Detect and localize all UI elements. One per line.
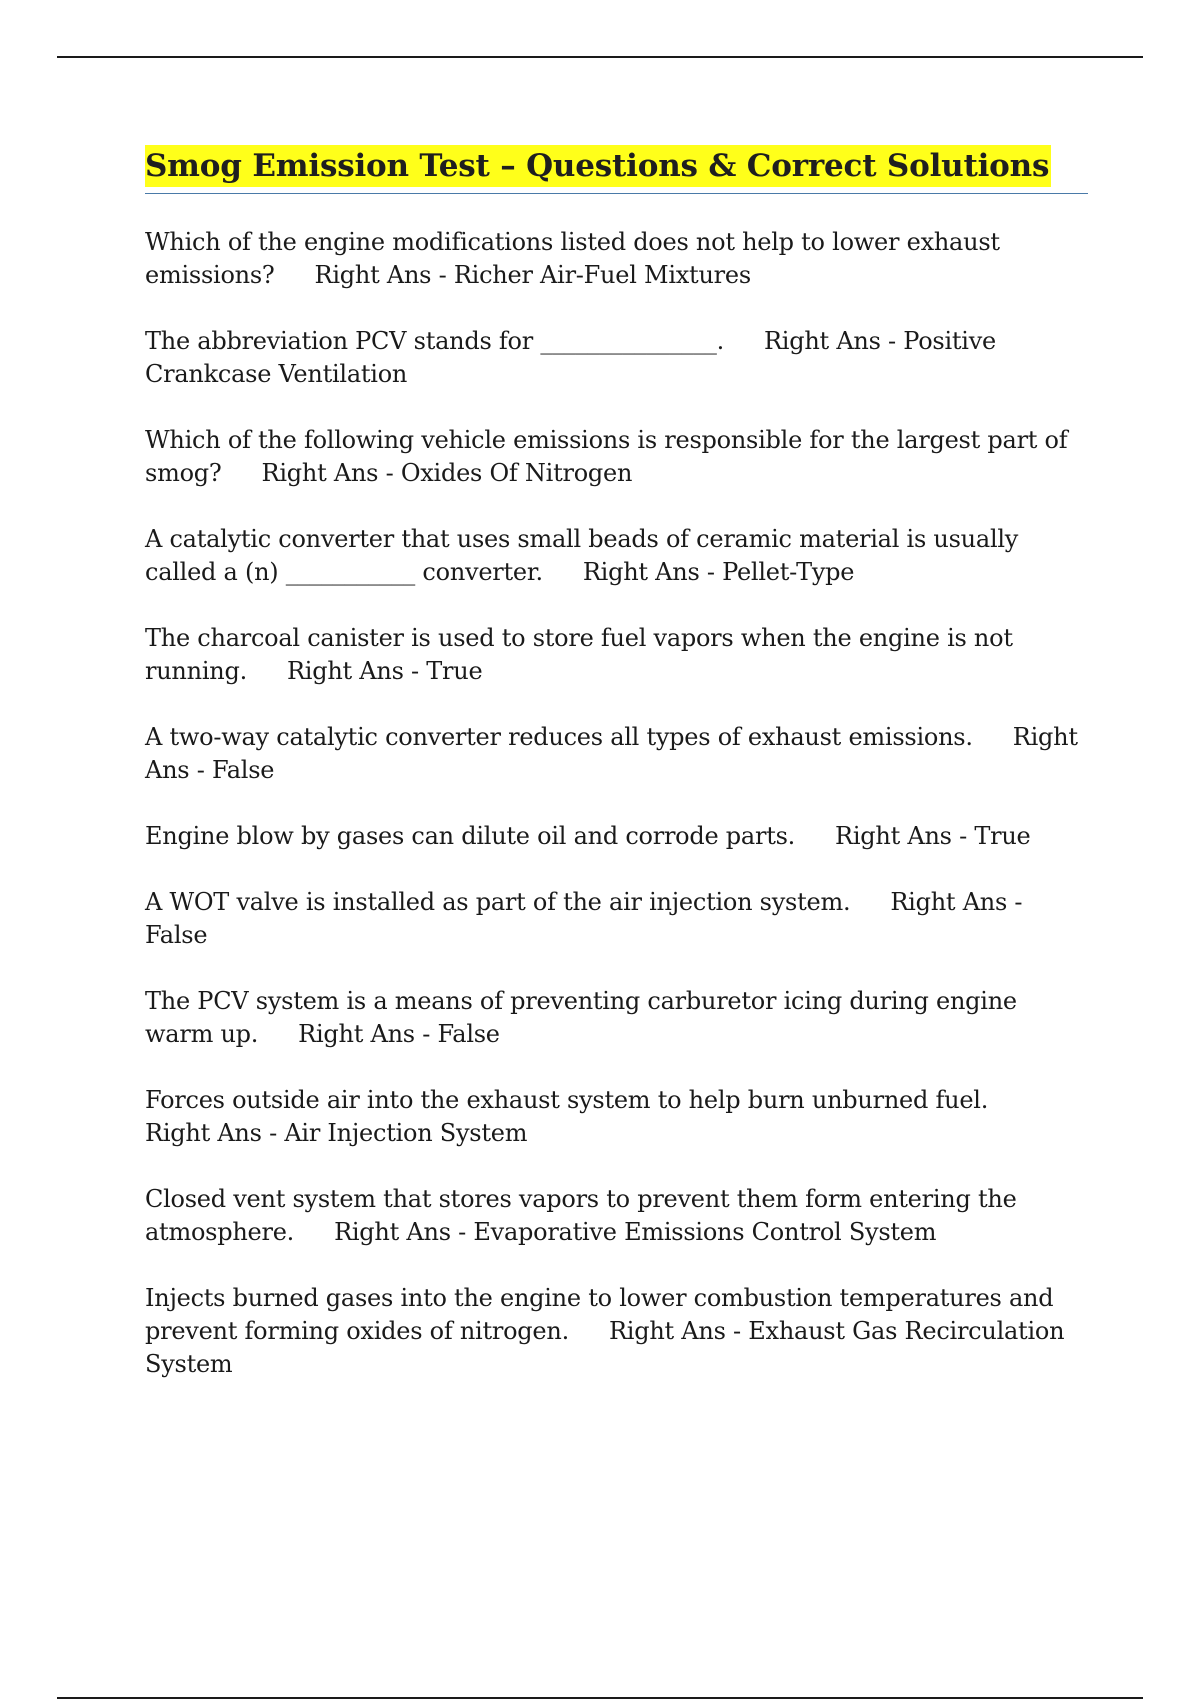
question-text: Which of the engine modifications listed does not help to lower exhaust emissions?: [145, 228, 1000, 289]
question-text: A catalytic converter that uses small beads of ceramic material is usually called a (n) ___________ converter.: [145, 525, 1019, 586]
answer-text: Right Ans - Air Injection System: [145, 1119, 528, 1147]
answer-text: Right Ans - False: [298, 1020, 500, 1048]
qa-item: [145, 424, 1088, 490]
question-text: A two-way catalytic converter reduces all types of exhaust emissions.: [145, 723, 973, 751]
answer-text: Right Ans - False: [145, 888, 1023, 949]
qa-item: [145, 523, 1088, 589]
answer-text: Right Ans - Richer Air-Fuel Mixtures: [314, 261, 751, 289]
question-text: Which of the following vehicle emissions is responsible for the largest part of smog?: [145, 426, 1068, 487]
qa-item: [145, 886, 1088, 952]
qa-item: [145, 820, 1088, 853]
qa-list: [145, 226, 1088, 1381]
question-text: Engine blow by gases can dilute oil and corrode parts.: [145, 822, 796, 850]
page-title: Smog Emission Test – Questions & Correct Solutions: [145, 145, 1051, 187]
qa-item: [145, 622, 1088, 688]
answer-text: Right Ans - Positive Crankcase Ventilation: [145, 327, 996, 388]
qa-item: [145, 1282, 1088, 1381]
answer-text: Right Ans - Exhaust Gas Recirculation System: [145, 1317, 1065, 1378]
qa-item: [145, 1084, 1088, 1150]
qa-item: [145, 325, 1088, 391]
question-text: The abbreviation PCV stands for _______________.: [145, 327, 724, 355]
header-rule: [57, 56, 1143, 58]
answer-text: Right Ans - False: [145, 723, 1078, 784]
title-block: [145, 145, 1088, 194]
qa-item: [145, 226, 1088, 292]
answer-text: Right Ans - True: [286, 657, 483, 685]
answer-text: Right Ans - Oxides Of Nitrogen: [261, 459, 633, 487]
question-text: Closed vent system that stores vapors to prevent them form entering the atmosphere.: [145, 1185, 1017, 1246]
question-text: A WOT valve is installed as part of the air injection system.: [145, 888, 851, 916]
document-body: [145, 145, 1088, 1414]
answer-text: Right Ans - Pellet-Type: [582, 558, 855, 586]
question-text: The charcoal canister is used to store fuel vapors when the engine is not running.: [145, 624, 1013, 685]
question-text: Forces outside air into the exhaust system to help burn unburned fuel.: [145, 1086, 989, 1114]
qa-item: [145, 721, 1088, 787]
question-text: Injects burned gases into the engine to lower combustion temperatures and prevent forming oxides of nitrogen.: [145, 1284, 1054, 1345]
qa-item: [145, 985, 1088, 1051]
question-text: The PCV system is a means of preventing carburetor icing during engine warm up.: [145, 987, 1017, 1048]
answer-text: Right Ans - True: [835, 822, 1031, 850]
footer-rule: [57, 1697, 1143, 1699]
qa-item: [145, 1183, 1088, 1249]
answer-text: Right Ans - Evaporative Emissions Control System: [334, 1218, 937, 1246]
